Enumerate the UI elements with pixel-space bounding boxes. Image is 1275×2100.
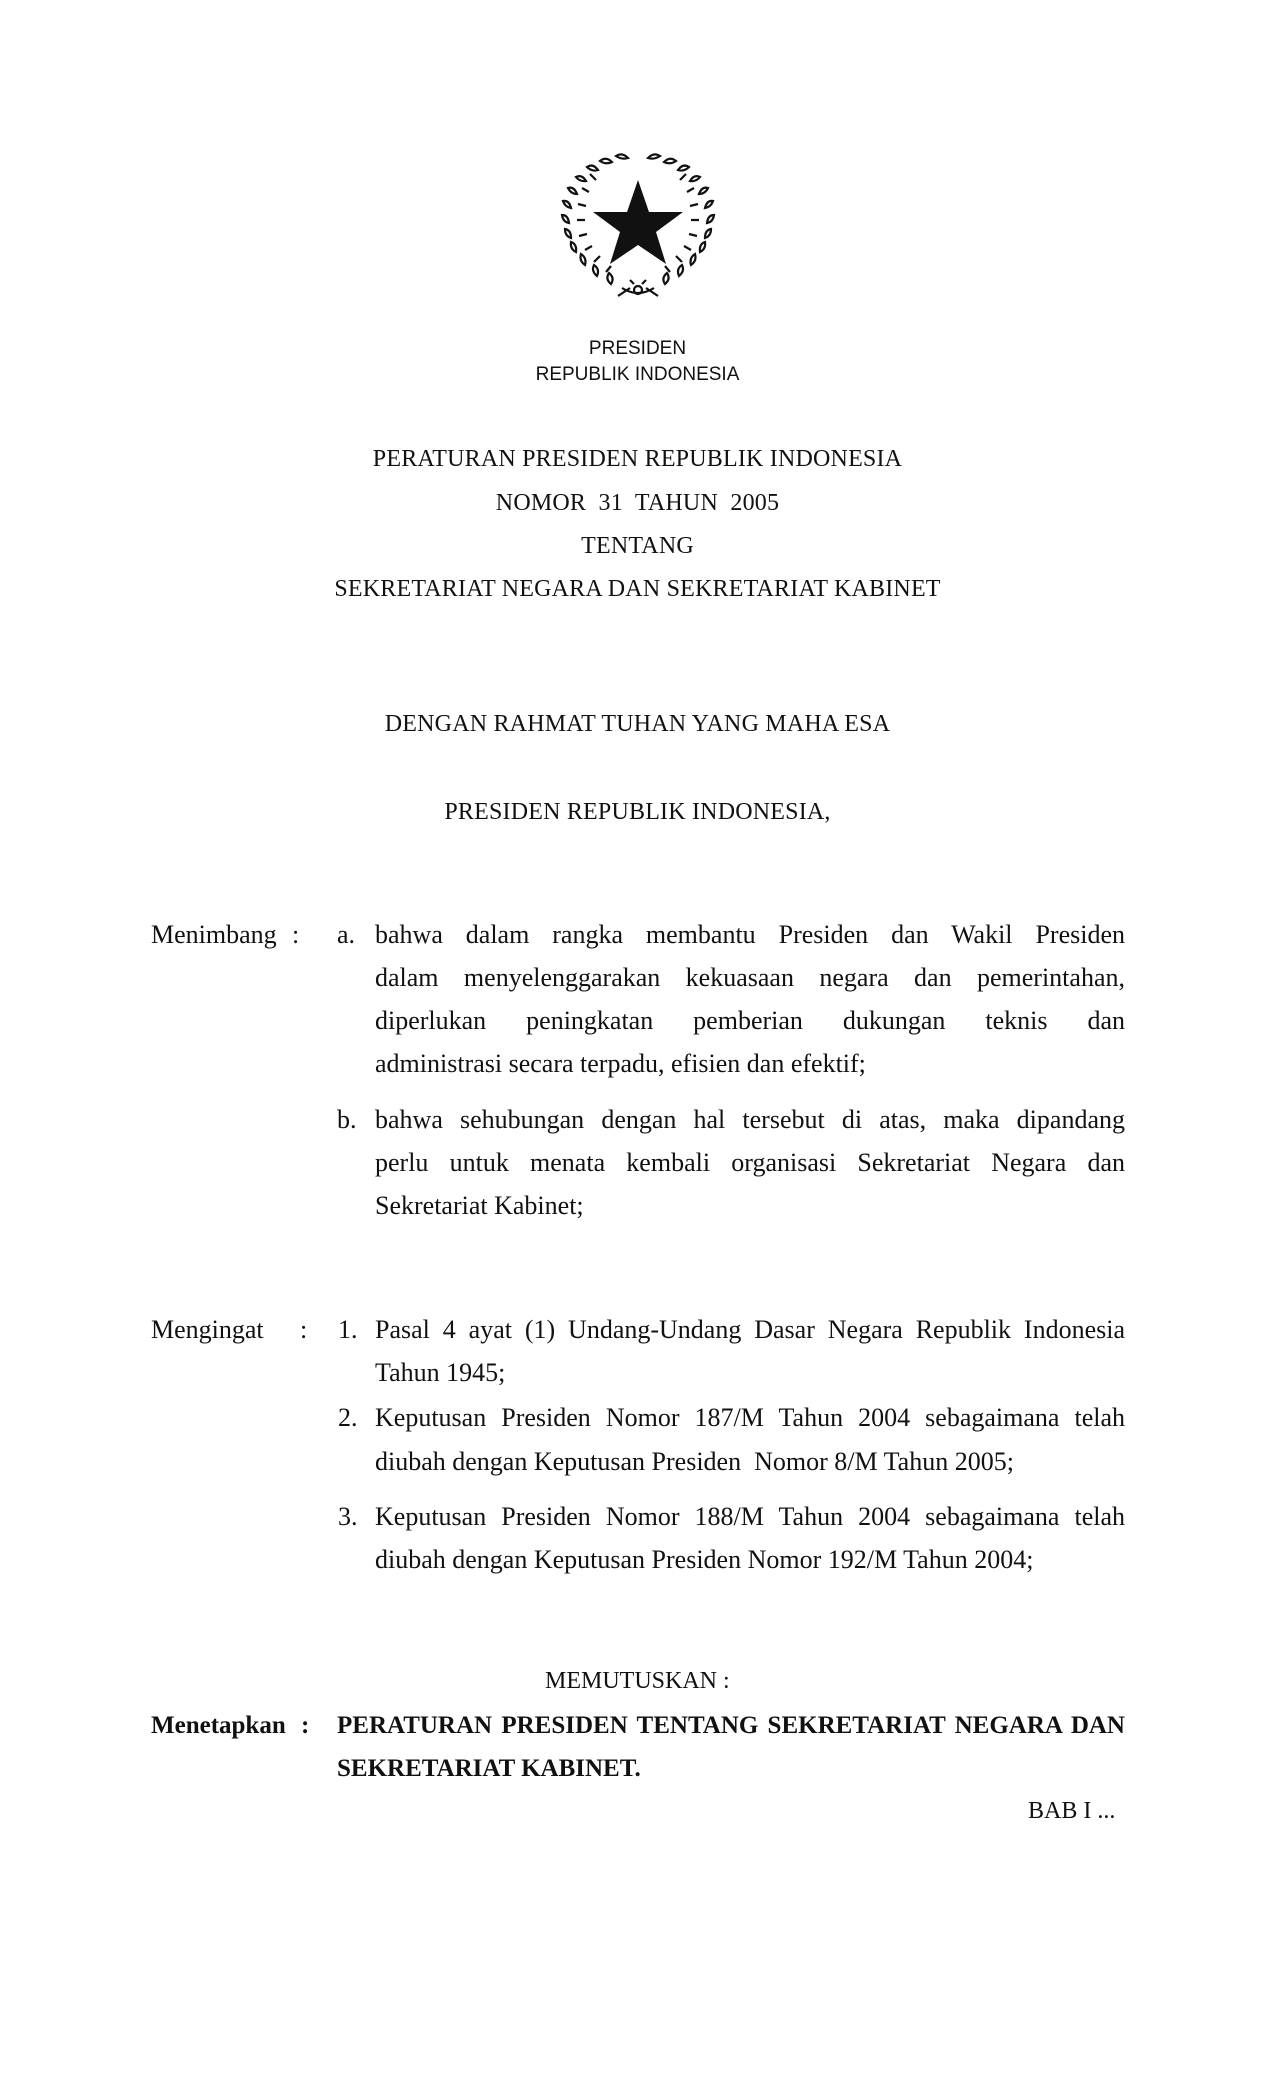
menimbang-a-marker: a. bbox=[337, 920, 356, 949]
page-continuation: BAB I ... bbox=[1028, 1798, 1116, 1824]
mengingat-1-marker: 1. bbox=[338, 1315, 358, 1344]
title-line4: SEKRETARIAT NEGARA DAN SEKRETARIAT KABINET bbox=[334, 576, 941, 602]
mengingat-2-line: Keputusan Presiden Nomor 187/M Tahun 2004 sebagaimana telah bbox=[375, 1403, 1125, 1432]
memutuskan-heading: MEMUTUSKAN : bbox=[545, 1668, 730, 1694]
menimbang-a-line: bahwa dalam rangka membantu Presiden dan Wakil Presiden bbox=[375, 920, 1125, 949]
mengingat-1-line: Pasal 4 ayat (1) Undang-Undang Dasar Negara Republik Indonesia bbox=[375, 1315, 1125, 1344]
menimbang-a-line: administrasi secara terpadu, efisien dan efektif; bbox=[375, 1049, 866, 1078]
mengingat-colon: : bbox=[300, 1315, 308, 1344]
mengingat-3-line: Keputusan Presiden Nomor 188/M Tahun 2004 sebagaimana telah bbox=[375, 1502, 1125, 1531]
mengingat-3-marker: 3. bbox=[338, 1502, 358, 1531]
title-line3: TENTANG bbox=[581, 533, 694, 559]
letterhead-line2: REPUBLIK INDONESIA bbox=[535, 364, 740, 385]
menimbang-b-marker: b. bbox=[337, 1105, 357, 1134]
mengingat-2-line: diubah dengan Keputusan Presiden Nomor 8/M Tahun 2005; bbox=[375, 1447, 1014, 1476]
preamble-line2: PRESIDEN REPUBLIK INDONESIA, bbox=[444, 799, 831, 825]
menimbang-b-line: perlu untuk menata kembali organisasi Sekretariat Negara dan bbox=[375, 1148, 1125, 1177]
mengingat-1-line: Tahun 1945; bbox=[375, 1358, 506, 1387]
mengingat-2-marker: 2. bbox=[338, 1403, 358, 1432]
title-line1: PERATURAN PRESIDEN REPUBLIK INDONESIA bbox=[372, 446, 903, 472]
menetapkan-line: PERATURAN PRESIDEN TENTANG SEKRETARIAT NEGARA DAN bbox=[337, 1712, 1125, 1739]
menimbang-a-line: dalam menyelenggarakan kekuasaan negara dan pemerintahan, bbox=[375, 963, 1125, 992]
menimbang-b-line: Sekretariat Kabinet; bbox=[375, 1191, 584, 1220]
menetapkan-label: Menetapkan bbox=[151, 1712, 286, 1739]
letterhead-line1: PRESIDEN bbox=[588, 338, 687, 359]
menetapkan-line: SEKRETARIAT KABINET. bbox=[337, 1755, 641, 1782]
title-line2: NOMOR 31 TAHUN 2005 bbox=[495, 490, 780, 516]
menimbang-b-line: bahwa sehubungan dengan hal tersebut di atas, maka dipandang bbox=[375, 1105, 1125, 1134]
menimbang-label: Menimbang bbox=[151, 920, 277, 949]
mengingat-3-line: diubah dengan Keputusan Presiden Nomor 192/M Tahun 2004; bbox=[375, 1545, 1034, 1574]
mengingat-label: Mengingat bbox=[151, 1315, 264, 1344]
presidential-seal-icon bbox=[558, 146, 718, 308]
menetapkan-colon: : bbox=[301, 1712, 310, 1739]
menimbang-a-line: diperlukan peningkatan pemberian dukungan teknis dan bbox=[375, 1006, 1125, 1035]
menimbang-colon: : bbox=[292, 920, 300, 949]
preamble-line1: DENGAN RAHMAT TUHAN YANG MAHA ESA bbox=[384, 711, 891, 737]
